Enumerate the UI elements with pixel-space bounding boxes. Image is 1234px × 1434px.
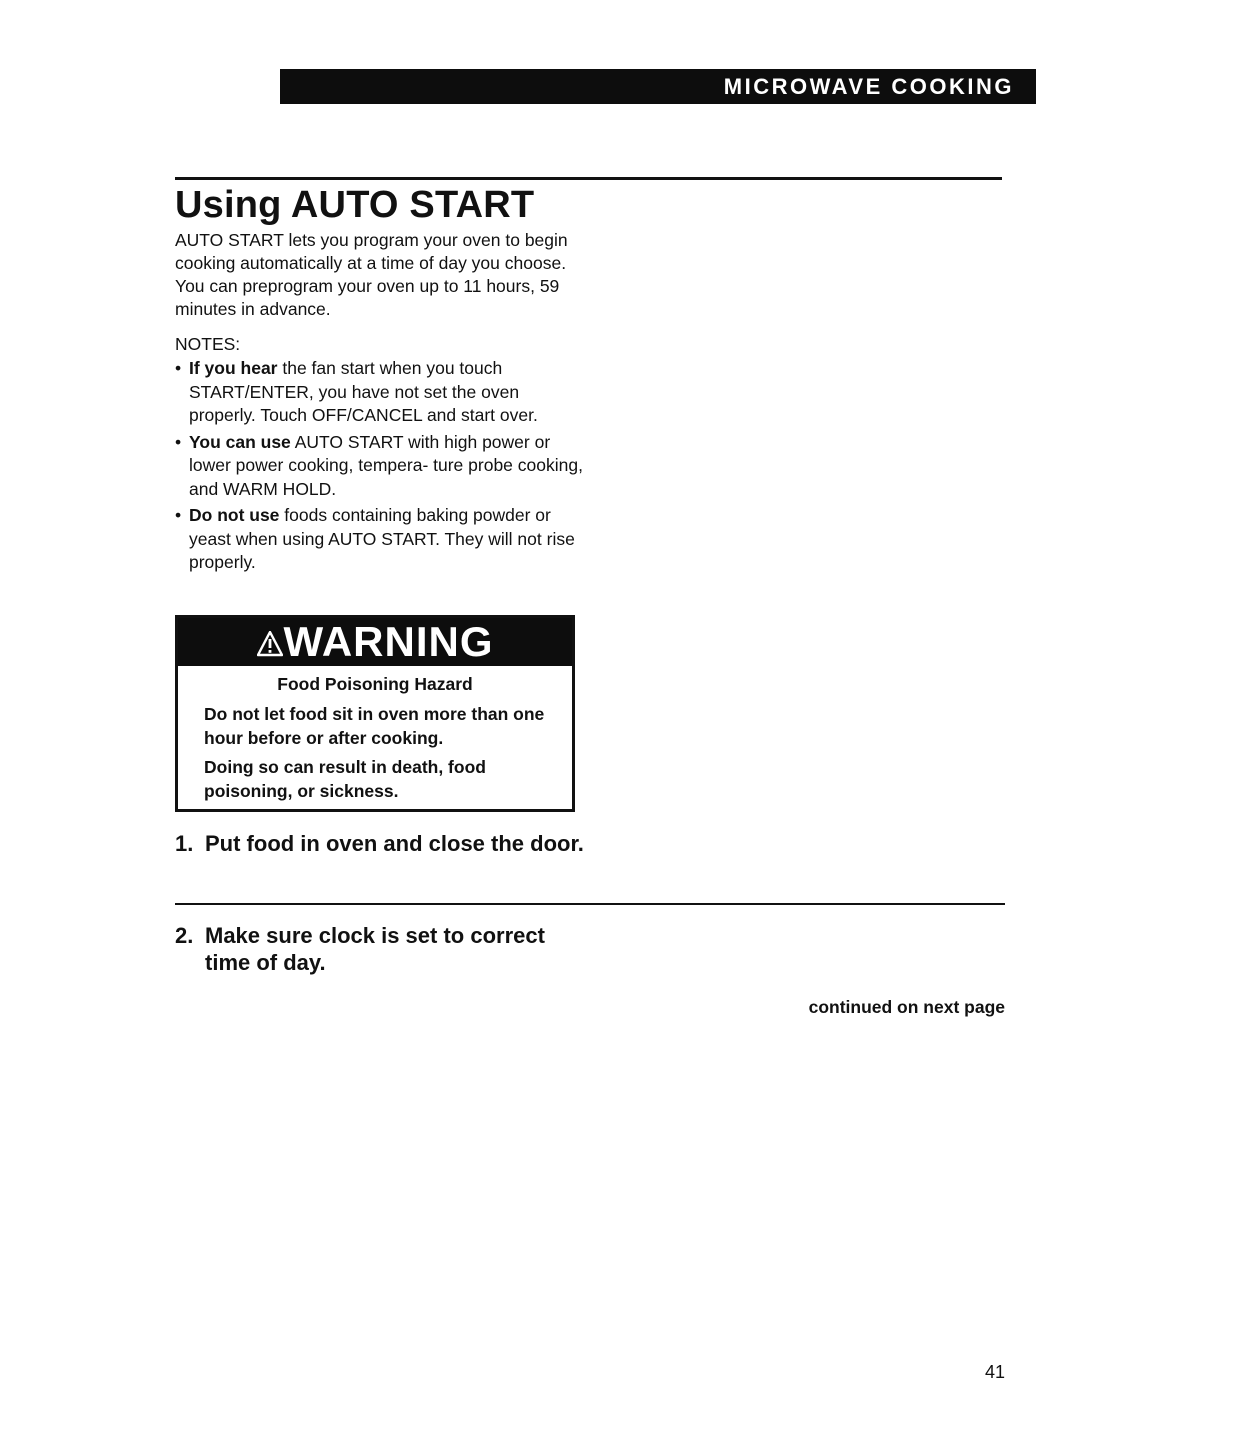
intro-paragraph: AUTO START lets you program your oven to begin cooking automatically at a time of day you choose. You can preprogram your oven up to 11 hours, 59 minutes in advance.	[175, 230, 568, 319]
note-lead: If you hear	[189, 358, 278, 378]
bullet-icon: •	[175, 505, 182, 525]
step-divider	[175, 903, 1005, 905]
note-lead: You can use	[189, 431, 291, 452]
warning-box	[175, 615, 575, 812]
note-text: foods containing baking powder or yeast when using AUTO START. They will not rise properly.	[189, 505, 575, 572]
warning-title: WARNING	[283, 618, 494, 665]
section-title: MICROWAVE COOKING	[723, 74, 1014, 99]
section-header-bar	[280, 69, 1036, 104]
continued-note: continued on next page	[808, 997, 1005, 1017]
step-text: Put food in oven and close the door.	[205, 831, 584, 856]
warning-consequence: Doing so can result in death, food poisoning, or sickness.	[204, 757, 486, 801]
note-item	[175, 504, 585, 575]
notes-list	[175, 357, 585, 578]
bullet-icon: •	[175, 431, 182, 452]
bullet-icon: •	[175, 358, 182, 378]
note-text: the fan start when you touch START/ENTER, you have not set the oven properly. Touch OFF/CANCEL and start over.	[189, 358, 538, 425]
note-item	[175, 357, 585, 428]
step-item	[175, 830, 595, 857]
notes-heading: NOTES:	[175, 334, 241, 354]
page-number: 41	[984, 1362, 1005, 1382]
note-lead: Do not use	[189, 505, 280, 525]
note-item	[175, 431, 585, 502]
warning-instruction: Do not let food sit in oven more than one hour before or after cooking.	[204, 704, 545, 748]
warning-banner	[178, 618, 572, 666]
step-text: Make sure clock is set to correct time of day.	[205, 923, 545, 975]
page-title: Using AUTO START	[175, 184, 535, 226]
note-text: AUTO START with high power or lower power cooking, tempera- ture probe cooking, and WARM HOLD.	[189, 431, 583, 499]
step-item	[175, 922, 595, 976]
step-number: 2.	[175, 923, 194, 948]
hazard-name: Food Poisoning Hazard	[277, 674, 473, 694]
warning-triangle-icon	[257, 631, 283, 657]
step-number: 1.	[175, 831, 194, 856]
title-rule	[175, 177, 1002, 180]
